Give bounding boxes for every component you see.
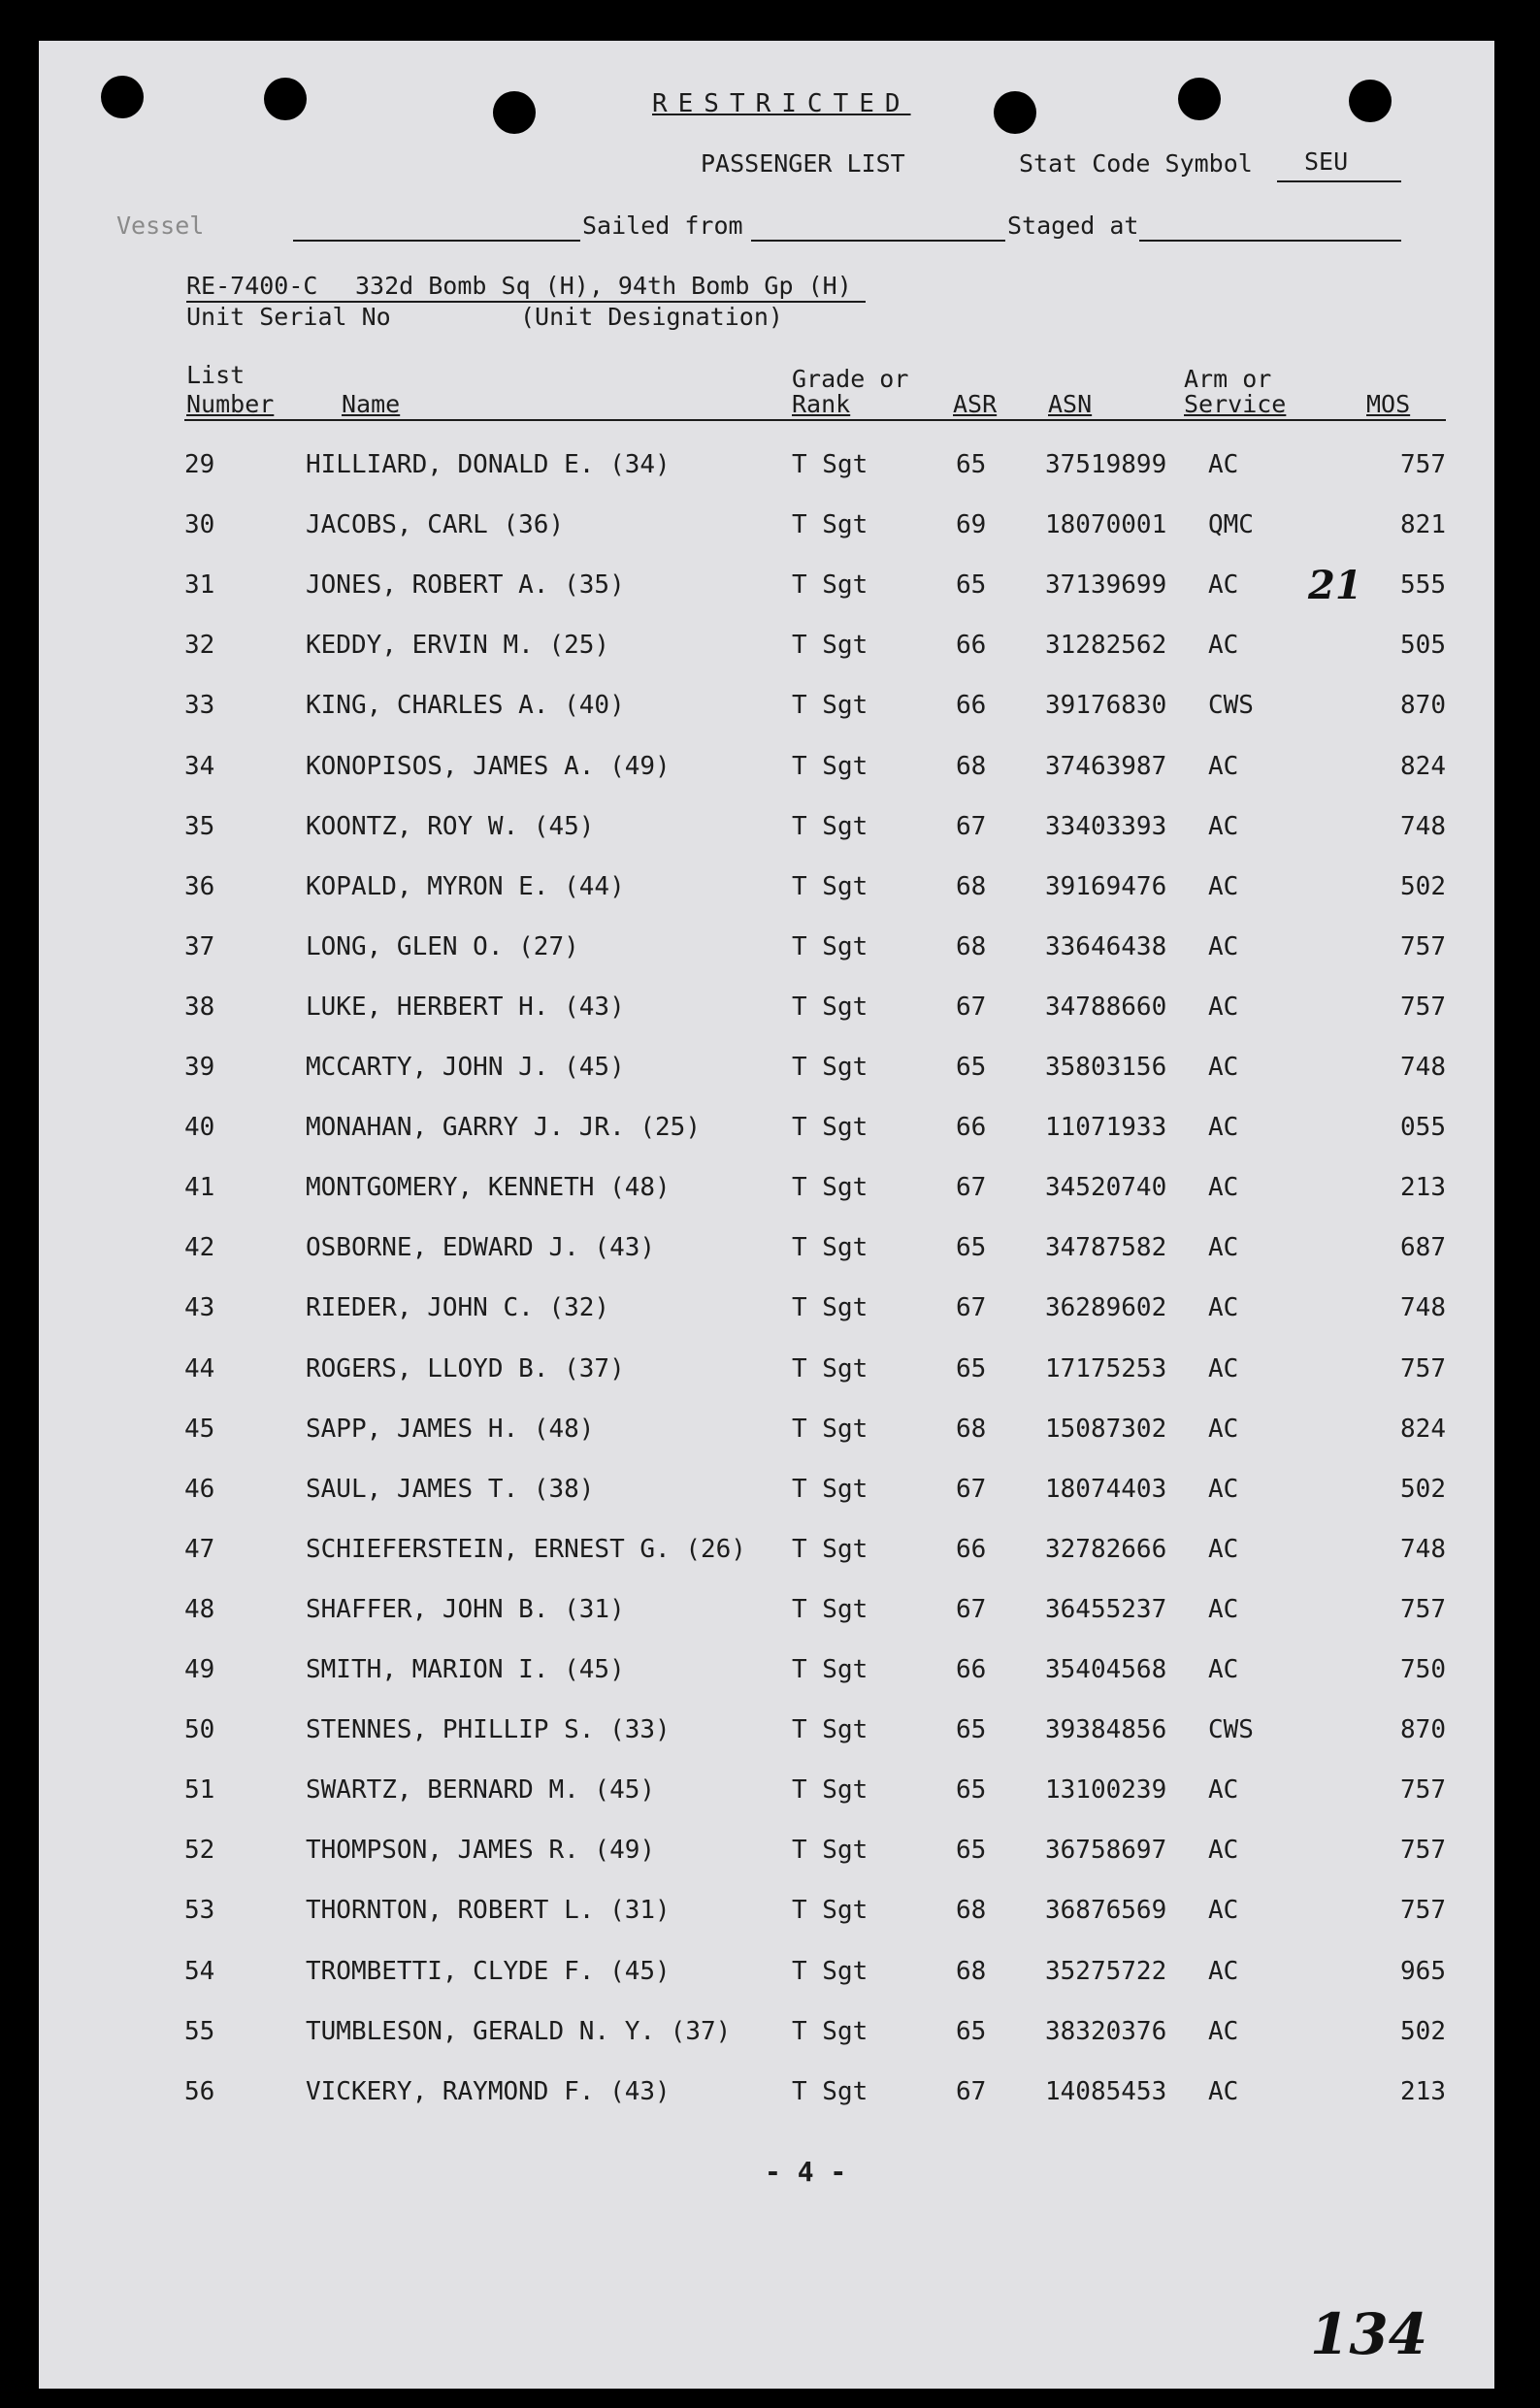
passenger-name: SHAFFER, JOHN B. (31) (306, 1595, 625, 1624)
list-number: 52 (184, 1836, 215, 1865)
stat-code-value: SEU (1304, 147, 1349, 176)
list-number: 53 (184, 1896, 215, 1925)
punch-hole (1349, 80, 1392, 122)
asr: 65 (956, 1354, 987, 1383)
list-number: 30 (184, 510, 215, 539)
asn: 34787582 (1045, 1233, 1167, 1262)
handwritten-annotation: 21 (1308, 563, 1362, 608)
asn: 35404568 (1045, 1655, 1167, 1684)
list-number: 29 (184, 450, 215, 479)
punch-hole (1178, 78, 1221, 120)
list-number: 55 (184, 2017, 215, 2046)
table-row (39, 992, 1494, 1053)
grade: T Sgt (792, 1354, 868, 1383)
grade: T Sgt (792, 1655, 868, 1684)
table-row (39, 1535, 1494, 1595)
mos: 502 (1400, 1475, 1446, 1504)
passenger-name: RIEDER, JOHN C. (32) (306, 1293, 610, 1322)
mos: 502 (1400, 2017, 1446, 2046)
grade: T Sgt (792, 570, 868, 600)
asr: 66 (956, 691, 987, 720)
list-number: 46 (184, 1475, 215, 1504)
arm-service: AC (1208, 992, 1239, 1022)
arm-service: AC (1208, 1293, 1239, 1322)
asn: 35275722 (1045, 1957, 1167, 1986)
asr: 65 (956, 570, 987, 600)
grade: T Sgt (792, 1173, 868, 1202)
table-row (39, 1053, 1494, 1113)
grade: T Sgt (792, 1415, 868, 1444)
arm-service: AC (1208, 1475, 1239, 1504)
list-number: 35 (184, 812, 215, 841)
table-row (39, 1655, 1494, 1715)
asr: 66 (956, 1113, 987, 1142)
mos: 213 (1400, 2077, 1446, 2106)
asn: 34788660 (1045, 992, 1167, 1022)
table-row (39, 1896, 1494, 1956)
table-row (39, 2077, 1494, 2137)
list-number: 54 (184, 1957, 215, 1986)
asr: 66 (956, 631, 987, 660)
asn: 39169476 (1045, 872, 1167, 901)
grade: T Sgt (792, 1233, 868, 1262)
list-number: 48 (184, 1595, 215, 1624)
grade: T Sgt (792, 1775, 868, 1805)
col-header-rank: Rank (792, 390, 851, 418)
arm-service: AC (1208, 752, 1239, 781)
mos: 750 (1400, 1655, 1446, 1684)
asr: 67 (956, 2077, 987, 2106)
arm-service: AC (1208, 450, 1239, 479)
asn: 18074403 (1045, 1475, 1167, 1504)
mos: 757 (1400, 1354, 1446, 1383)
asr: 68 (956, 932, 987, 961)
list-number: 36 (184, 872, 215, 901)
list-number: 40 (184, 1113, 215, 1142)
arm-service: AC (1208, 570, 1239, 600)
passenger-name: KONOPISOS, JAMES A. (49) (306, 752, 671, 781)
arm-service: CWS (1208, 691, 1254, 720)
list-number: 34 (184, 752, 215, 781)
arm-service: CWS (1208, 1715, 1254, 1744)
passenger-name: TUMBLESON, GERALD N. Y. (37) (306, 2017, 732, 2046)
arm-service: AC (1208, 1896, 1239, 1925)
grade: T Sgt (792, 631, 868, 660)
arm-service: AC (1208, 1113, 1239, 1142)
mos: 757 (1400, 1775, 1446, 1805)
arm-service: AC (1208, 1595, 1239, 1624)
table-row (39, 1775, 1494, 1836)
asn: 37463987 (1045, 752, 1167, 781)
mos: 757 (1400, 1836, 1446, 1865)
passenger-name: JONES, ROBERT A. (35) (306, 570, 625, 600)
passenger-name: STENNES, PHILLIP S. (33) (306, 1715, 671, 1744)
mos: 213 (1400, 1173, 1446, 1202)
sheet-number: 134 (1310, 2301, 1428, 2367)
asr: 65 (956, 2017, 987, 2046)
asn: 14085453 (1045, 2077, 1167, 2106)
sailed-from-field (751, 240, 1005, 242)
list-number: 56 (184, 2077, 215, 2106)
passenger-name: LUKE, HERBERT H. (43) (306, 992, 625, 1022)
table-row (39, 812, 1494, 872)
list-number: 41 (184, 1173, 215, 1202)
asr: 65 (956, 1233, 987, 1262)
asr: 68 (956, 1896, 987, 1925)
list-number: 50 (184, 1715, 215, 1744)
asn: 33646438 (1045, 932, 1167, 961)
passenger-name: MCCARTY, JOHN J. (45) (306, 1053, 625, 1082)
asr: 67 (956, 1293, 987, 1322)
list-number: 32 (184, 631, 215, 660)
arm-service: AC (1208, 932, 1239, 961)
list-number: 49 (184, 1655, 215, 1684)
col-header-asn: ASN (1048, 390, 1093, 418)
passenger-name: MONAHAN, GARRY J. JR. (25) (306, 1113, 701, 1142)
passenger-name: HILLIARD, DONALD E. (34) (306, 450, 671, 479)
grade: T Sgt (792, 1957, 868, 1986)
table-row (39, 872, 1494, 932)
grade: T Sgt (792, 510, 868, 539)
asn: 15087302 (1045, 1415, 1167, 1444)
col-header-arm: Arm or (1184, 365, 1272, 393)
passenger-name: THORNTON, ROBERT L. (31) (306, 1896, 671, 1925)
table-row (39, 1173, 1494, 1233)
table-row (39, 1415, 1494, 1475)
col-header-list: List (186, 361, 246, 389)
grade: T Sgt (792, 812, 868, 841)
grade: T Sgt (792, 1053, 868, 1082)
mos: 821 (1400, 510, 1446, 539)
grade: T Sgt (792, 1475, 868, 1504)
mos: 748 (1400, 1053, 1446, 1082)
asr: 67 (956, 1475, 987, 1504)
header-rule (184, 419, 1446, 421)
stat-code-underline (1277, 180, 1401, 182)
table-row (39, 932, 1494, 992)
asn: 17175253 (1045, 1354, 1167, 1383)
asn: 34520740 (1045, 1173, 1167, 1202)
sailed-from-label: Sailed from (582, 212, 743, 240)
arm-service: AC (1208, 812, 1239, 841)
asr: 67 (956, 1595, 987, 1624)
unit-serial-value: RE-7400-C (186, 272, 318, 300)
list-number: 38 (184, 992, 215, 1022)
vessel-field (293, 240, 580, 242)
arm-service: AC (1208, 1655, 1239, 1684)
passenger-name: ROGERS, LLOYD B. (37) (306, 1354, 625, 1383)
mos: 965 (1400, 1957, 1446, 1986)
passenger-name: KEDDY, ERVIN M. (25) (306, 631, 610, 660)
passenger-name: SAPP, JAMES H. (48) (306, 1415, 595, 1444)
list-number: 51 (184, 1775, 215, 1805)
asr: 65 (956, 1836, 987, 1865)
mos: 757 (1400, 932, 1446, 961)
asn: 36289602 (1045, 1293, 1167, 1322)
arm-service: QMC (1208, 510, 1254, 539)
mos: 055 (1400, 1113, 1446, 1142)
mos: 824 (1400, 752, 1446, 781)
table-row (39, 1836, 1494, 1896)
grade: T Sgt (792, 2017, 868, 2046)
arm-service: AC (1208, 631, 1239, 660)
passenger-name: MONTGOMERY, KENNETH (48) (306, 1173, 671, 1202)
passenger-name: SCHIEFERSTEIN, ERNEST G. (26) (306, 1535, 746, 1564)
asr: 65 (956, 1053, 987, 1082)
arm-service: AC (1208, 1233, 1239, 1262)
passenger-name: TROMBETTI, CLYDE F. (45) (306, 1957, 671, 1986)
col-header-service: Service (1184, 390, 1287, 418)
table-row (39, 1233, 1494, 1293)
table-row (39, 1715, 1494, 1775)
asn: 37139699 (1045, 570, 1167, 600)
arm-service: AC (1208, 1535, 1239, 1564)
mos: 757 (1400, 1595, 1446, 1624)
mos: 824 (1400, 1415, 1446, 1444)
vessel-label: Vessel (116, 212, 205, 240)
asn: 13100239 (1045, 1775, 1167, 1805)
staged-at-label: Staged at (1007, 212, 1139, 240)
mos: 502 (1400, 872, 1446, 901)
arm-service: AC (1208, 1775, 1239, 1805)
grade: T Sgt (792, 1595, 868, 1624)
mos: 748 (1400, 812, 1446, 841)
asr: 65 (956, 450, 987, 479)
grade: T Sgt (792, 1836, 868, 1865)
list-number: 43 (184, 1293, 215, 1322)
asn: 39176830 (1045, 691, 1167, 720)
arm-service: AC (1208, 2017, 1239, 2046)
list-number: 39 (184, 1053, 215, 1082)
grade: T Sgt (792, 1535, 868, 1564)
asn: 11071933 (1045, 1113, 1167, 1142)
passenger-name: VICKERY, RAYMOND F. (43) (306, 2077, 671, 2106)
grade: T Sgt (792, 450, 868, 479)
grade: T Sgt (792, 691, 868, 720)
passenger-name: KOPALD, MYRON E. (44) (306, 872, 625, 901)
asn: 33403393 (1045, 812, 1167, 841)
unit-designation-value: 332d Bomb Sq (H), 94th Bomb Gp (H) (355, 272, 852, 300)
mos: 757 (1400, 992, 1446, 1022)
table-row (39, 1354, 1494, 1415)
asn: 32782666 (1045, 1535, 1167, 1564)
table-row (39, 631, 1494, 691)
grade: T Sgt (792, 2077, 868, 2106)
mos: 748 (1400, 1535, 1446, 1564)
col-header-name: Name (342, 390, 401, 418)
list-number: 31 (184, 570, 215, 600)
asn: 18070001 (1045, 510, 1167, 539)
punch-hole (493, 91, 536, 134)
asr: 66 (956, 1535, 987, 1564)
passenger-name: KING, CHARLES A. (40) (306, 691, 625, 720)
table-row (39, 752, 1494, 812)
table-row (39, 1113, 1494, 1173)
asn: 31282562 (1045, 631, 1167, 660)
unit-serial-label: Unit Serial No (186, 303, 391, 331)
col-header-number: Number (186, 390, 275, 418)
arm-service: AC (1208, 1836, 1239, 1865)
list-number: 33 (184, 691, 215, 720)
mos: 757 (1400, 450, 1446, 479)
passenger-name: OSBORNE, EDWARD J. (43) (306, 1233, 656, 1262)
arm-service: AC (1208, 2077, 1239, 2106)
asn: 37519899 (1045, 450, 1167, 479)
punch-hole (264, 78, 307, 120)
passenger-name: SMITH, MARION I. (45) (306, 1655, 625, 1684)
list-number: 42 (184, 1233, 215, 1262)
table-row (39, 450, 1494, 510)
grade: T Sgt (792, 992, 868, 1022)
asr: 68 (956, 1957, 987, 1986)
grade: T Sgt (792, 1896, 868, 1925)
passenger-name: SWARTZ, BERNARD M. (45) (306, 1775, 656, 1805)
col-header-grade: Grade or (792, 365, 909, 393)
grade: T Sgt (792, 752, 868, 781)
mos: 505 (1400, 631, 1446, 660)
asr: 66 (956, 1655, 987, 1684)
passenger-name: LONG, GLEN O. (27) (306, 932, 579, 961)
staged-at-field (1139, 240, 1401, 242)
asn: 35803156 (1045, 1053, 1167, 1082)
classification-title: RESTRICTED (652, 89, 911, 118)
mos: 757 (1400, 1896, 1446, 1925)
asr: 65 (956, 1715, 987, 1744)
passenger-name: KOONTZ, ROY W. (45) (306, 812, 595, 841)
arm-service: AC (1208, 1354, 1239, 1383)
passenger-name: JACOBS, CARL (36) (306, 510, 565, 539)
grade: T Sgt (792, 932, 868, 961)
asn: 36876569 (1045, 1896, 1167, 1925)
table-row (39, 2017, 1494, 2077)
table-row (39, 1475, 1494, 1535)
arm-service: AC (1208, 1415, 1239, 1444)
asn: 39384856 (1045, 1715, 1167, 1744)
table-row (39, 1293, 1494, 1353)
arm-service: AC (1208, 1173, 1239, 1202)
punch-hole (101, 76, 144, 118)
page-number: - 4 - (765, 2156, 847, 2188)
table-row (39, 691, 1494, 751)
asr: 67 (956, 812, 987, 841)
list-number: 47 (184, 1535, 215, 1564)
col-header-asr: ASR (953, 390, 998, 418)
passenger-name: THOMPSON, JAMES R. (49) (306, 1836, 656, 1865)
grade: T Sgt (792, 1113, 868, 1142)
mos: 555 (1400, 570, 1446, 600)
table-row (39, 1595, 1494, 1655)
list-number: 45 (184, 1415, 215, 1444)
table-row (39, 570, 1494, 631)
arm-service: AC (1208, 1957, 1239, 1986)
asr: 68 (956, 752, 987, 781)
document-page (39, 41, 1494, 2389)
table-row (39, 510, 1494, 570)
asn: 36455237 (1045, 1595, 1167, 1624)
mos: 748 (1400, 1293, 1446, 1322)
arm-service: AC (1208, 872, 1239, 901)
asr: 65 (956, 1775, 987, 1805)
arm-service: AC (1208, 1053, 1239, 1082)
asr: 68 (956, 872, 987, 901)
stat-code-label: Stat Code Symbol (1019, 149, 1253, 178)
grade: T Sgt (792, 1715, 868, 1744)
asn: 36758697 (1045, 1836, 1167, 1865)
asr: 69 (956, 510, 987, 539)
list-number: 44 (184, 1354, 215, 1383)
passenger-name: SAUL, JAMES T. (38) (306, 1475, 595, 1504)
asn: 38320376 (1045, 2017, 1167, 2046)
mos: 687 (1400, 1233, 1446, 1262)
punch-hole (994, 91, 1036, 134)
asr: 67 (956, 1173, 987, 1202)
list-number: 37 (184, 932, 215, 961)
table-row (39, 1957, 1494, 2017)
mos: 870 (1400, 1715, 1446, 1744)
col-header-mos: MOS (1366, 390, 1411, 418)
grade: T Sgt (792, 1293, 868, 1322)
list-title: PASSENGER LIST (701, 149, 905, 178)
mos: 870 (1400, 691, 1446, 720)
unit-designation-label: (Unit Designation) (520, 303, 783, 331)
asr: 67 (956, 992, 987, 1022)
grade: T Sgt (792, 872, 868, 901)
asr: 68 (956, 1415, 987, 1444)
